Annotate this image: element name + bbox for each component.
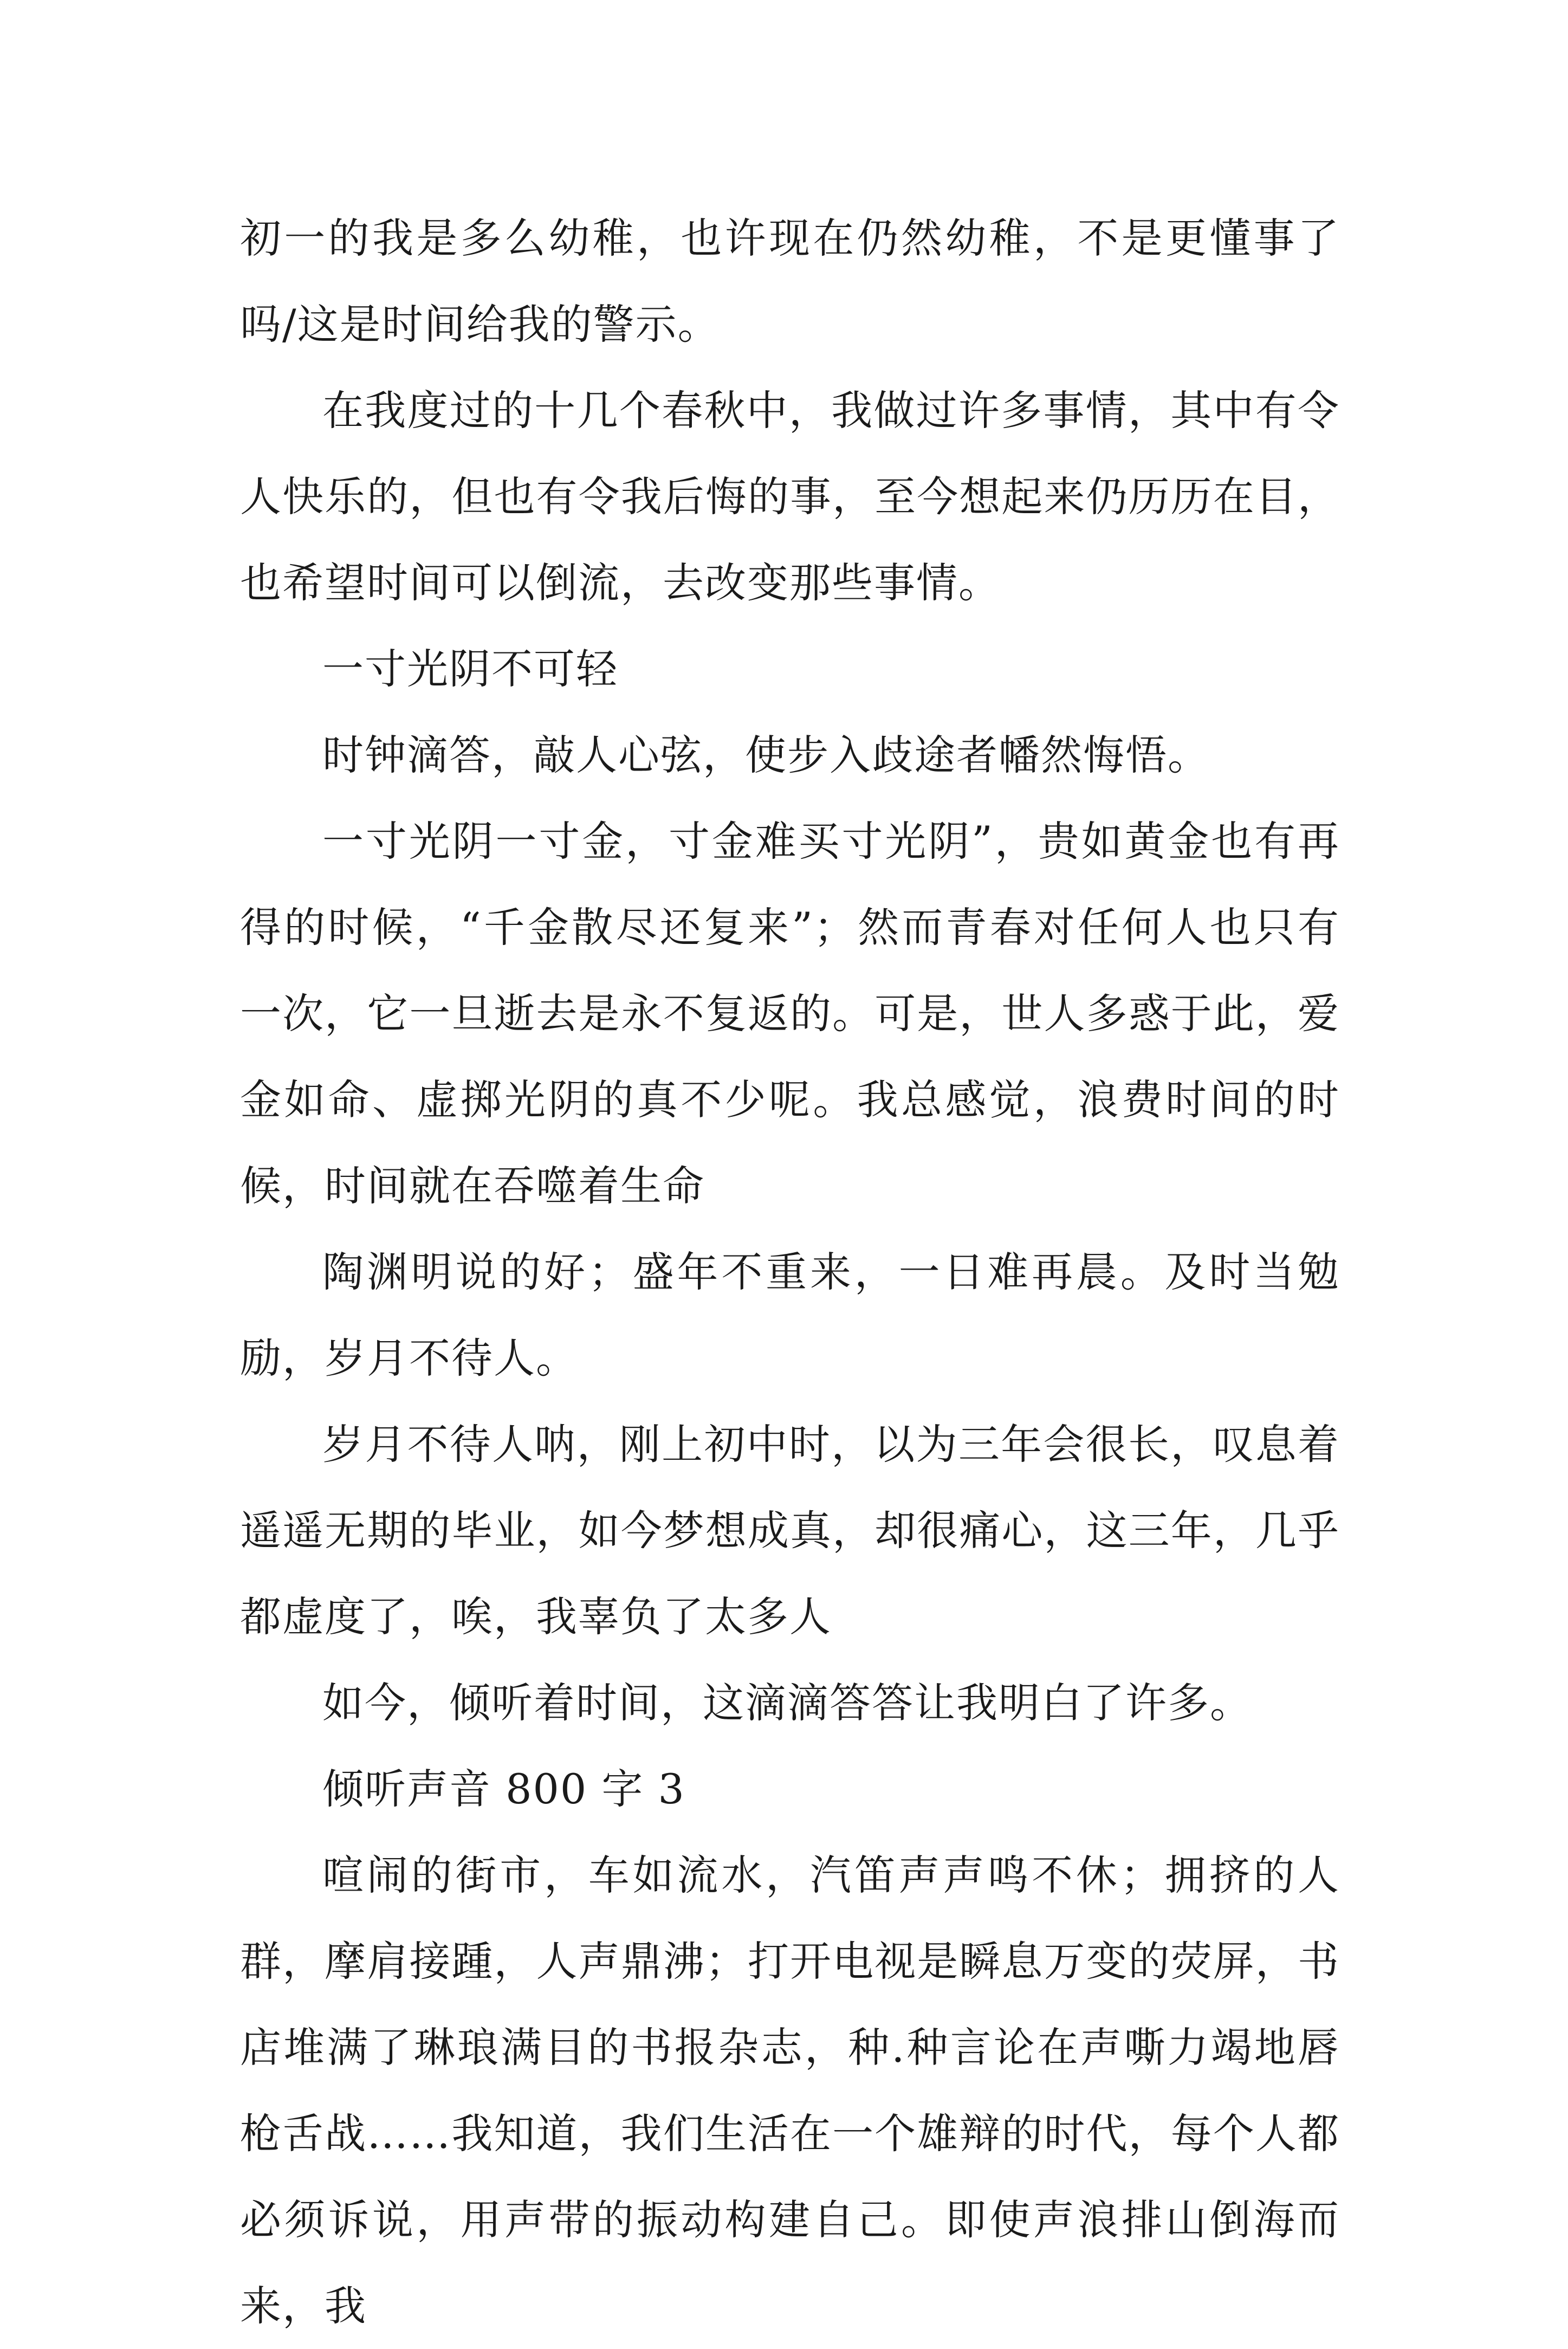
paragraph: 如今，倾听着时间，这滴滴答答让我明白了许多。 xyxy=(322,1679,1252,1727)
paragraph: 时钟滴答，敲人心弦，使步入歧途者幡然悔悟。 xyxy=(322,731,1210,779)
paragraph: 在我度过的十几个春秋中，我做过许多事情，其中有令人快乐的，但也有令我后悔的事，至今想起来仍历历在目，也希望时间可以倒流，去改变那些事情。 xyxy=(240,386,1340,607)
section-heading: 一寸光阴不可轻 xyxy=(322,645,618,693)
paragraph: 陶渊明说的好；盛年不重来，一日难再晨。及时当勉励，岁月不待人。 xyxy=(240,1248,1340,1382)
section-heading: 倾听声音 800 字 3 xyxy=(322,1765,685,1813)
paragraph: 初一的我是多么幼稚，也许现在仍然幼稚，不是更懂事了吗/这是时间给我的警示。 xyxy=(240,214,1340,348)
paragraph: 一寸光阴一寸金，寸金难买寸光阴”，贵如黄金也有再得的时候，“千金散尽还复来”；然而青春对任何人也只有一次，它一旦逝去是永不复返的。可是，世人多惑于此，爱金如命、虚掷光阴的真不少呢。我总感觉，浪费时间的时候，时间就在吞噬着生命 xyxy=(240,817,1340,1210)
paragraph: 喧闹的街市，车如流水，汽笛声声鸣不休；拥挤的人群，摩肩接踵，人声鼎沸；打开电视是瞬息万变的荧屏，书店堆满了琳琅满目的书报杂志，种.种言论在声嘶力竭地唇枪舌战……我知道，我们生活在一个雄辩的时代，每个人都必须诉说，用声带的振动构建自己。即使声浪排山倒海而来，我 xyxy=(240,1851,1340,2330)
document-body xyxy=(240,195,1340,2349)
paragraph: 岁月不待人呐，刚上初中时，以为三年会很长，叹息着遥遥无期的毕业，如今梦想成真，却很痛心，这三年，几乎都虚度了，唉，我辜负了太多人 xyxy=(240,1420,1340,1641)
